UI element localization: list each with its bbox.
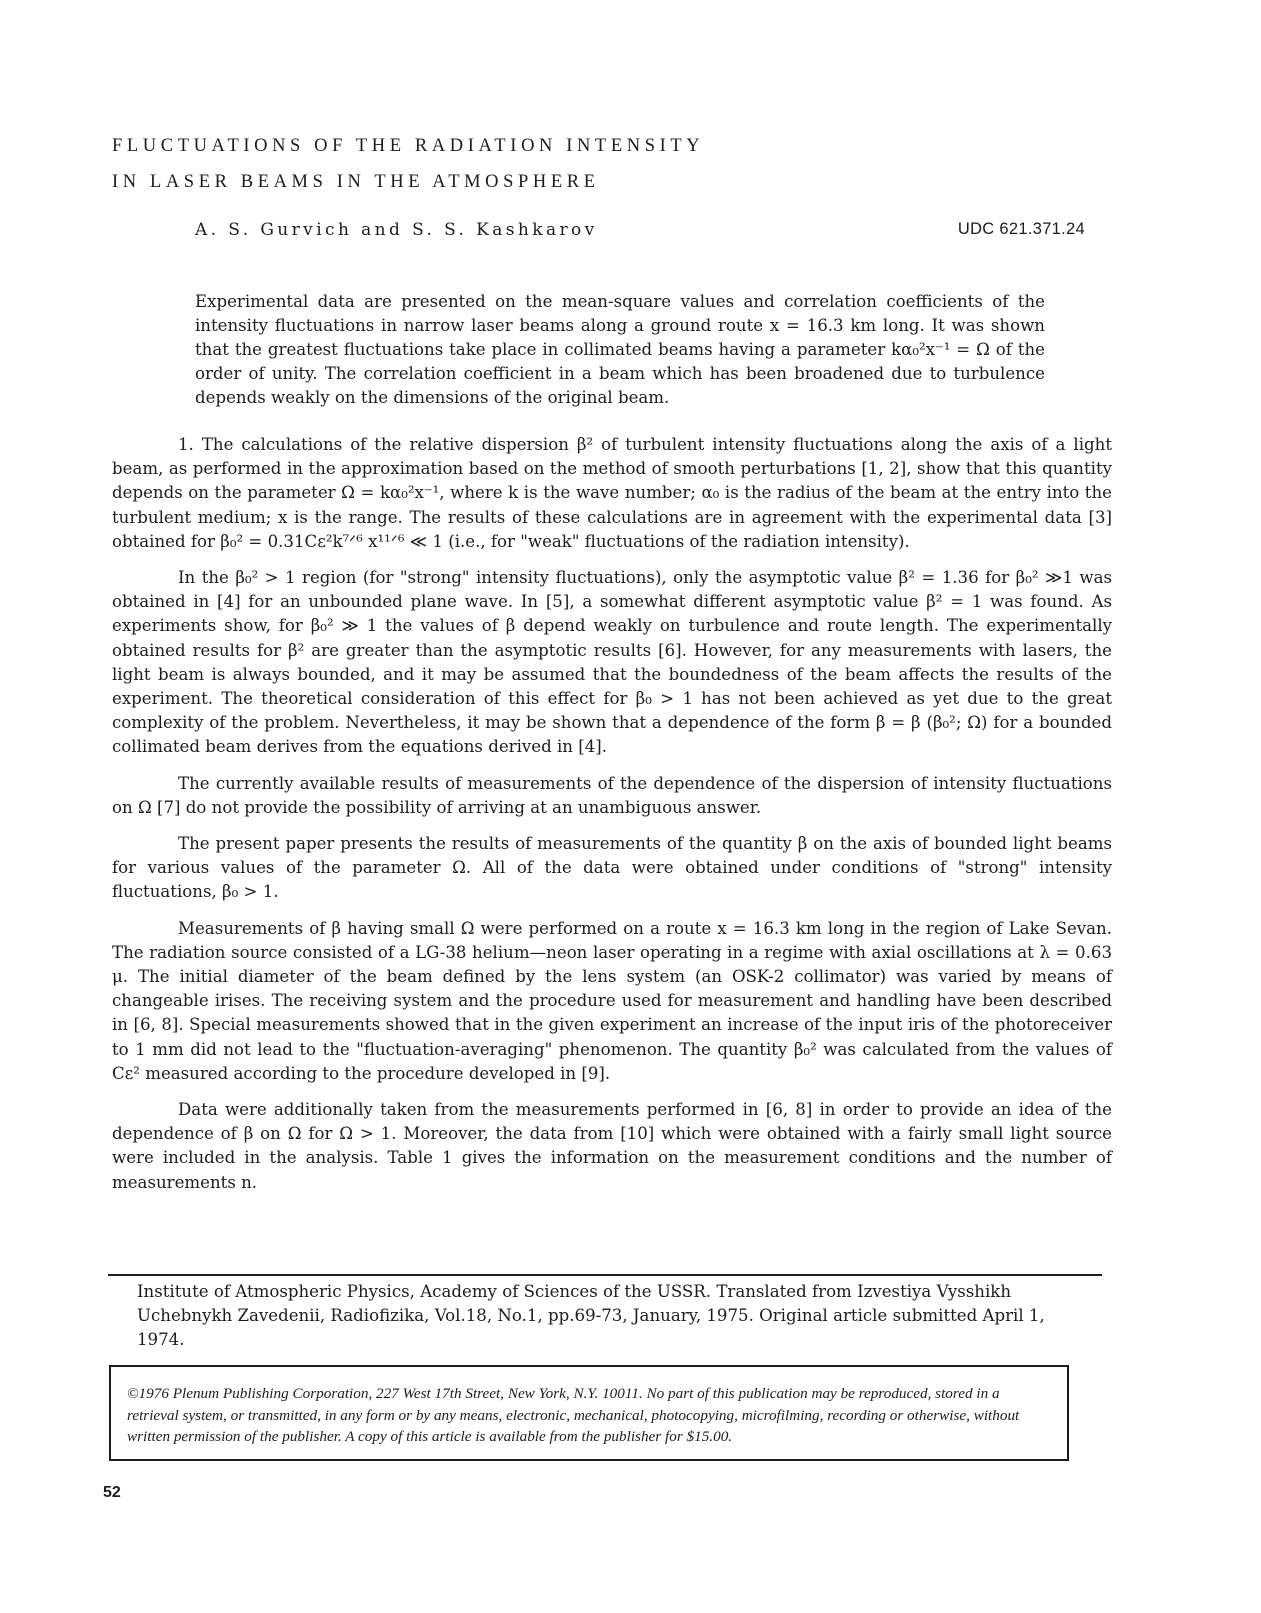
footnote-divider <box>108 1274 1102 1276</box>
paragraph-6: Data were additionally taken from the measurements performed in [6, 8] in order to provide an idea of the dependence of β on Ω for Ω > 1. Moreover, the data from [10] which were obtained with a fairly small light source were included in the analysis. Table 1 gives the information on the measurement conditions and the number of measurements n. <box>112 1100 1112 1192</box>
paragraph-5: Measurements of β having small Ω were performed on a route x = 16.3 km long in the region of Lake Sevan. The radiation source consisted of a LG-38 helium—neon laser operating in a regime with axial oscillations at λ = 0.63 μ. The initial diameter of the beam defined by the lens system (an OSK-2 collimator) was varied by means of changeable irises. The receiving system and the procedure used for measurement and handling have been described in [6, 8]. Special measurements showed that in the given experiment an increase of the input iris of the photoreceiver to 1 mm did not lead to the "fluctuation-averaging" phenomenon. The quantity β₀² was calculated from the values of Cε² measured according to the procedure developed in [9]. <box>112 918 1112 1083</box>
abstract: Experimental data are presented on the mean-square values and correlation coefficients of the intensity fluctuations in narrow laser beams along a ground route x = 16.3 km long. It was shown that the greatest fluctuations take place in collimated beams having a parameter kα₀²x⁻¹ = Ω of the order of unity. The correlation coefficient in a beam which has been broadened due to turbulence depends weakly on the dimensions of the original beam. <box>195 292 1045 407</box>
paragraph-4: The present paper presents the results of measurements of the quantity β on the axis of bounded light beams for various values of the parameter Ω. All of the data were obtained under conditions of "strong" intensity fluctuations, β₀ > 1. <box>112 834 1112 902</box>
copyright-notice: ©1976 Plenum Publishing Corporation, 227 West 17th Street, New York, N.Y. 10011. No part of this publication may be reproduced, stored in a retrieval system, or transmitted, in any form or by any means, electronic, mechanical, photocopying, microfilming, recording or otherwise, without written permission of the publisher. A copy of this article is available from the publisher for $15.00. <box>127 1385 1020 1445</box>
body-text <box>112 433 1112 1207</box>
paragraph-3: The currently available results of measurements of the dependence of the dispersion of intensity fluctuations on Ω [7] do not provide the possibility of arriving at an unambiguous answer. <box>112 773 1112 817</box>
authors: A. S. Gurvich and S. S. Kashkarov <box>195 220 598 240</box>
paragraph-1: 1. The calculations of the relative dispersion β² of turbulent intensity fluctuations along the axis of a light beam, as performed in the approximation based on the method of smooth perturbations [1, 2], show that this quantity depends on the parameter Ω = kα₀²x⁻¹, where k is the wave number; α₀ is the radius of the beam at the entry into the turbulent medium; x is the range. The results of these calculations are in agreement with the experimental data [3] obtained for β₀² = 0.31Cε²k⁷ᐟ⁶ x¹¹ᐟ⁶ ≪ 1 (i.e., for "weak" fluctuations of the radiation intensity). <box>112 435 1112 551</box>
article-title-line-1: FLUCTUATIONS OF THE RADIATION INTENSITY <box>112 136 705 156</box>
page-number: 52 <box>103 1484 121 1501</box>
paragraph-2: In the β₀² > 1 region (for "strong" intensity fluctuations), only the asymptotic value β² = 1.36 for β₀² ≫1 was obtained in [4] for an unbounded plane wave. In [5], a somewhat different asymptotic value β² = 1 was found. As experiments show, for β₀² ≫ 1 the values of β depend weakly on turbulence and route length. The experimentally obtained results for β² are greater than the asymptotic results [6]. However, for any measurements with lasers, the light beam is always bounded, and it may be assumed that the boundedness of the beam affects the results of the experiment. The theoretical consideration of this effect for β₀ > 1 has not been achieved as yet due to the great complexity of the problem. Nevertheless, it may be shown that a dependence of the form β = β (β₀²; Ω) for a bounded collimated beam derives from the equations derived in [4]. <box>112 568 1112 757</box>
copyright-notice-box <box>109 1365 1069 1461</box>
article-title-line-2: IN LASER BEAMS IN THE ATMOSPHERE <box>112 172 600 192</box>
udc-code: UDC 621.371.24 <box>957 220 1085 238</box>
footnote: Institute of Atmospheric Physics, Academy of Sciences of the USSR. Translated from Izvestiya Vysshikh Uchebnykh Zavedenii, Radiofizika, Vol.18, No.1, pp.69-73, January, 1975. Original article submitted April 1, 1974. <box>137 1282 1045 1349</box>
